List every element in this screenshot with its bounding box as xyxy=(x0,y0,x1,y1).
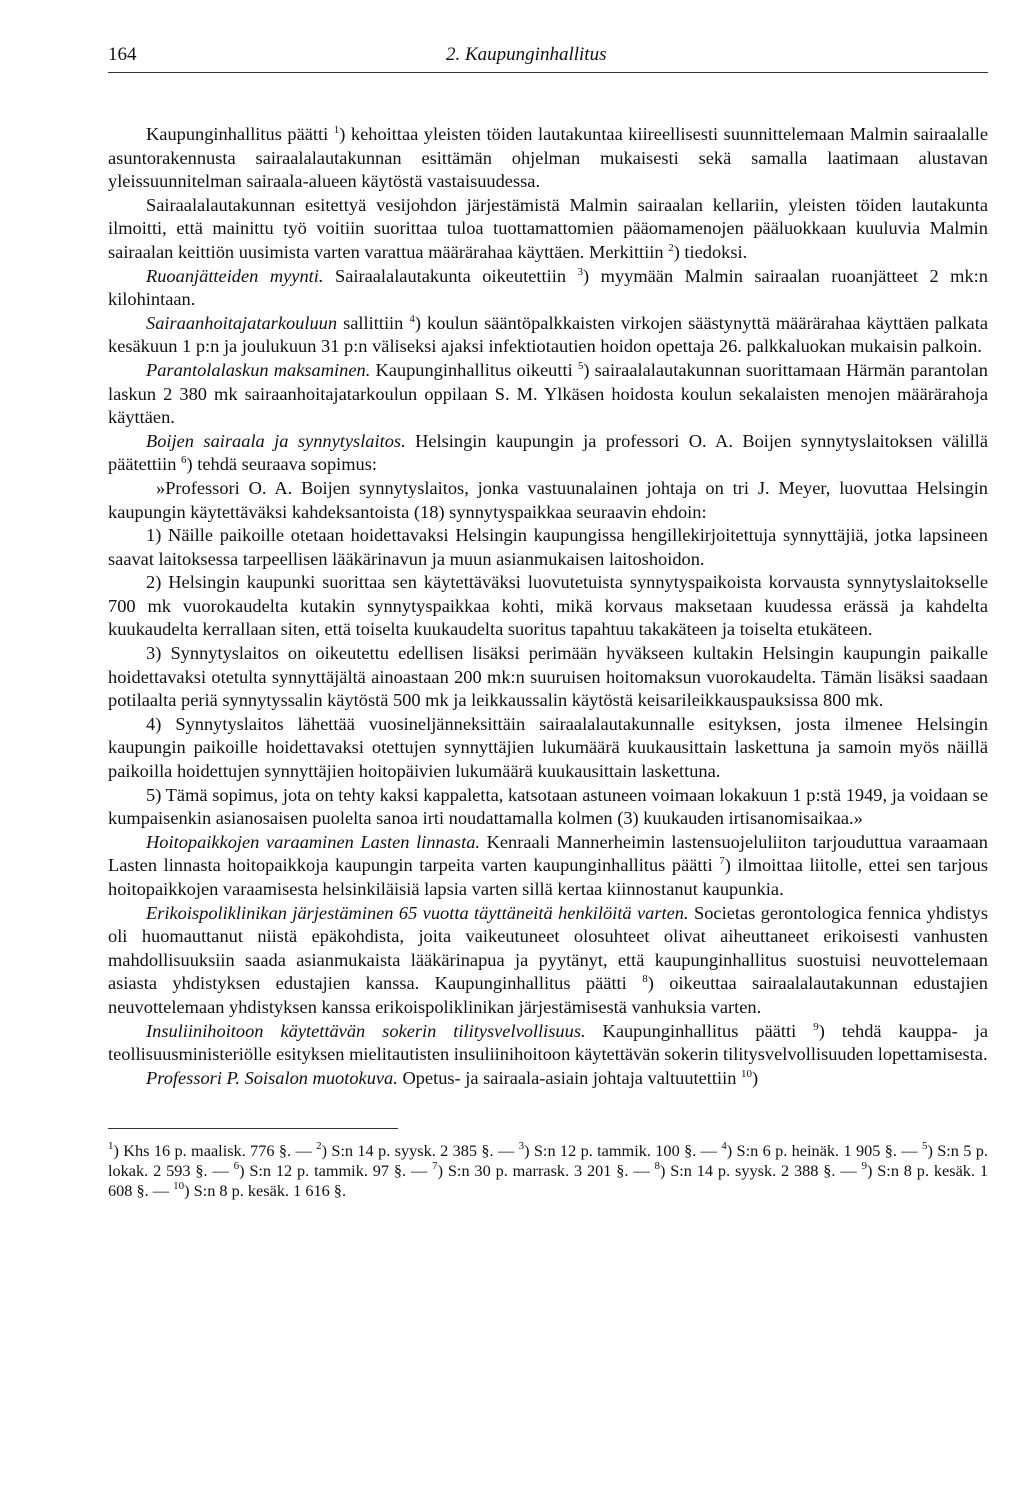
contract-clause-3: 3) Synnytyslaitos on oikeutettu edellisen lisäksi perimään hyväkseen kultakin Helsingin kaupungin paikalle hoidettavaksi otetulta synnyttäjältä ainoastaan 200 mk:n suuruisen hoitomaksun vuorokaudelta. Tämän lisäksi saadaan potilaalta periä synnytyssalin käytöstä 500 mk ja leikkaussalin käytöstä keisarileikkauspauksissa 800 mk. xyxy=(108,643,988,711)
topic-heading: Hoitopaikkojen varaaminen Lasten linnasta. xyxy=(146,831,480,852)
paragraph xyxy=(108,194,988,265)
paragraph-text: Kenraali Mannerheimin lastensuojeluliiton tarjouduttua varaamaan Lasten linnasta hoitopaikkoja kaupungin tarpeita varten kaupunginhallitus päätti xyxy=(108,831,988,876)
footnote-rule xyxy=(108,1128,398,1129)
paragraph-text: ) koulun sääntöpalkkaisten virkojen säästynyttä määrärahaa käyttäen palkata kesäkuun 1 p:n ja joulukuun 31 p:n väliseksi ajaksi infektiotautien hoidon opettaja 26. palkkaluokan mukaisin palkoin. xyxy=(108,312,988,357)
contract-clause-5: 5) Tämä sopimus, jota on tehty kaksi kappaletta, katsotaan astuneen voimaan lokakuun 1 p:stä 1949, ja voidaan se kumpaisenkin asianosaisen puolelta sanoa irti noudattamalla kolmen (3) kuukauden irtisanomisaikaa.» xyxy=(108,784,988,829)
paragraph xyxy=(108,123,988,194)
footnote-text: ) S:n 8 p. kesäk. 1 616 §. xyxy=(184,1181,347,1201)
topic-heading: Professori P. Soisalon muotokuva. xyxy=(146,1067,398,1088)
paragraph-text: Kaupunginhallitus päätti xyxy=(146,124,334,144)
footnote-ref: 1 xyxy=(333,124,340,136)
footnote-text: ) S:n 14 p. syysk. 2 385 §. — xyxy=(321,1141,519,1161)
paragraph-text: Sairaalalautakunnan esitettyä vesijohdon järjestämistä Malmin sairaalan kellariin, yleisten töiden lautakunta ilmoitti, että mainittu työ voitiin suorittaa tuloa tuottamattomien pääomamenojen pääluokkaan kuuluvia Malmin sairaalan keittiön uusimista varten varattua määrärahaa käyttäen. Merkittiin xyxy=(108,194,988,262)
topic-heading: Boijen sairaala ja synnytyslaitos. xyxy=(146,430,406,451)
contract-clause-1: 1) Näille paikoille otetaan hoidettavaksi Helsingin kaupungissa hengillekirjoitettuja synnyttäjiä, jotka lapsineen saavat laitoksessa tarpeellisen lääkärinavun ja muun asianmukaisen laitoshoidon. xyxy=(108,525,988,569)
footnote-text: ) S:n 5 p. lokak. 2 593 §. — xyxy=(108,1141,988,1181)
topic-heading: Sairaanhoitajatarkouluun xyxy=(146,312,338,333)
footnotes xyxy=(108,1141,988,1201)
footnote-number: 1 xyxy=(108,1140,114,1153)
footnote-number: 6 xyxy=(233,1160,240,1173)
footnote-text: ) S:n 12 p. tammik. 97 §. — xyxy=(239,1161,433,1181)
footnote-ref: 9 xyxy=(813,1020,819,1033)
paragraph-text: ) tiedoksi. xyxy=(673,241,748,262)
paragraph-text: ) kehoittaa yleisten töiden lautakuntaa kiireellisesti suunnittelemaan Malmin sairaalalle asuntorakennusta sairaalalautakunnan esittämän ohjelman mukaisesti sekä samalla laatimaan alustavan yleissuunnitelman sairaala-alueen käytöstä vastaisuudessa. xyxy=(108,124,988,192)
footnote-ref: 6 xyxy=(181,454,187,467)
paragraph-text: ) myymään Malmin sairaalan ruoanjätteet 2 mk:n kilohintaan. xyxy=(108,265,988,310)
paragraph xyxy=(108,312,988,359)
footnote-ref: 5 xyxy=(577,359,584,372)
paragraph-text: ) tehdä seuraava sopimus: xyxy=(186,454,378,475)
paragraph-text: sallittiin xyxy=(337,312,410,333)
footnote-number: 3 xyxy=(518,1140,525,1153)
paragraph xyxy=(108,831,988,902)
paragraph-text: Kaupunginhallitus päätti xyxy=(585,1020,814,1041)
footnote-number: 4 xyxy=(721,1140,727,1153)
contract-clause-2: 2) Helsingin kaupunki suorittaa sen käytettäväksi luovutetuista synnytyspaikoista korvausta synnytyslaitokselle 700 mk vuorokaudelta kutakin synnytyspaikkaa kohti, mikä korvaus maksetaan kuudessa erässä ja kahdelta kuukaudelta kerrallaan siten, että toiselta kuukaudelta suoritus tapahtuu takakäteen ja toiselta etukäteen. xyxy=(108,572,988,640)
header-rule xyxy=(108,72,988,73)
paragraph-text: ) oikeuttaa sairaalalautakunnan edustajien neuvottelemaan yhdistyksen kanssa erikoispoliklinikan järjestämisestä vanhuksia varten. xyxy=(108,973,988,1017)
paragraph xyxy=(108,430,988,477)
paragraph-text: Kaupunginhallitus oikeutti xyxy=(370,359,578,380)
paragraph xyxy=(108,359,988,430)
body-text xyxy=(108,123,988,1090)
topic-heading: Insuliinihoitoon käytettävän sokerin tilitysvelvollisuus. xyxy=(146,1020,586,1041)
contract-intro: »Professori O. A. Boijen synnytyslaitos, jonka vastuunalainen johtaja on tri J. Meyer, luovuttaa Helsingin kaupungin käytettäväksi kahdeksantoista (18) synnytyspaikkaa seuraavin ehdoin: xyxy=(108,477,988,522)
footnote-number: 2 xyxy=(316,1140,322,1153)
page-number: 164 xyxy=(108,44,137,65)
contract-clause-4: 4) Synnytyslaitos lähettää vuosineljänneksittäin sairaalalautakunnalle esityksen, josta ilmenee Helsingin kaupungin paikoille hoidettavaksi otettujen synnyttäjien lukumäärä kuukausittain laskettuna ja samoin myös näillä paikoilla hoidettujen synnyttäjien hoitopäivien lukumäärä kuukausittain laskettuna. xyxy=(108,713,988,782)
paragraph xyxy=(108,902,988,1020)
footnote-number: 7 xyxy=(432,1160,438,1173)
footnote-ref: 2 xyxy=(668,241,674,254)
footnote-number: 8 xyxy=(654,1160,660,1173)
footnote-ref: 4 xyxy=(409,312,415,325)
footnote-text: ) S:n 14 p. syysk. 2 388 §. — xyxy=(659,1161,862,1181)
paragraph-text: Societas gerontologica fennica yhdistys oli huomauttanut niistä epäkohdista, joita vaikeutuneet olosuhteet olivat aiheuttaneet erikoisesti vanhusten mahdollisuuksiin saada asianmukaista lääkärinapua ja pyytänyt, että kaupunginhallitus suostuisi neuvottelemaan asiasta yhdistyksen edustajien kanssa. Kaupunginhallitus päätti xyxy=(108,902,989,994)
paragraph-text: ) sairaalalautakunnan suorittamaan Härmän parantolan laskun 2 380 mk sairaanhoitajatarkoulun oppilaan S. M. Ylkäsen hoidosta koulun sekalaisten menojen määrärahoja käyttäen. xyxy=(108,359,988,428)
footnote-number: 10 xyxy=(173,1180,185,1193)
footnote-ref: 7 xyxy=(719,855,725,868)
paragraph-text: ) ilmoittaa liitolle, ettei sen tarjous hoitopaikkojen varaamisesta helsinkiläisiä lapsia varten sillä kertaa kiinnostanut kaupunkia. xyxy=(108,855,988,899)
section-title: 2. Kaupunginhallitus xyxy=(446,44,607,65)
paragraph-text: Opetus- ja sairaala-asiain johtaja valtuutettiin xyxy=(397,1067,742,1088)
footnote-ref: 8 xyxy=(642,973,648,986)
footnote-number: 5 xyxy=(921,1140,928,1153)
footnote-text: ) S:n 12 p. tammik. 100 §. — xyxy=(524,1141,722,1161)
footnote-text: ) S:n 30 p. marrask. 3 201 §. — xyxy=(437,1161,655,1181)
topic-heading: Erikoispoliklinikan järjestäminen 65 vuotta täyttäneitä henkilöitä varten. xyxy=(146,902,689,923)
paragraph-text: ) tehdä kauppa- ja teollisuusministeriölle esityksen mielitautisten insuliinihoitoon käytettävän sokerin tilitysvelvollisuuden lopettamisesta. xyxy=(108,1020,989,1065)
paragraph xyxy=(108,265,988,312)
paragraph-text: Sairaalalautakunta oikeutettiin xyxy=(323,265,578,286)
footnote-text: ) S:n 8 p. kesäk. 1 608 §. — xyxy=(108,1161,988,1201)
page xyxy=(108,40,988,1201)
topic-heading: Ruoanjätteiden myynti. xyxy=(146,265,324,286)
paragraph xyxy=(108,1067,988,1091)
footnote-ref: 3 xyxy=(577,265,584,278)
footnote-ref: 10 xyxy=(741,1067,753,1080)
footnote-text: ) S:n 6 p. heinäk. 1 905 §. — xyxy=(726,1141,922,1161)
running-head xyxy=(108,40,988,70)
topic-heading: Parantolalaskun maksaminen. xyxy=(146,359,371,380)
paragraph-text: Helsingin kaupungin ja professori O. A. Boijen synnytyslaitoksen välillä päätettiin xyxy=(108,430,988,475)
paragraph-text: ) xyxy=(752,1067,759,1088)
paragraph xyxy=(108,1020,988,1067)
footnote-number: 9 xyxy=(861,1160,867,1173)
footnote-text: ) Khs 16 p. maalisk. 776 §. — xyxy=(113,1141,317,1161)
